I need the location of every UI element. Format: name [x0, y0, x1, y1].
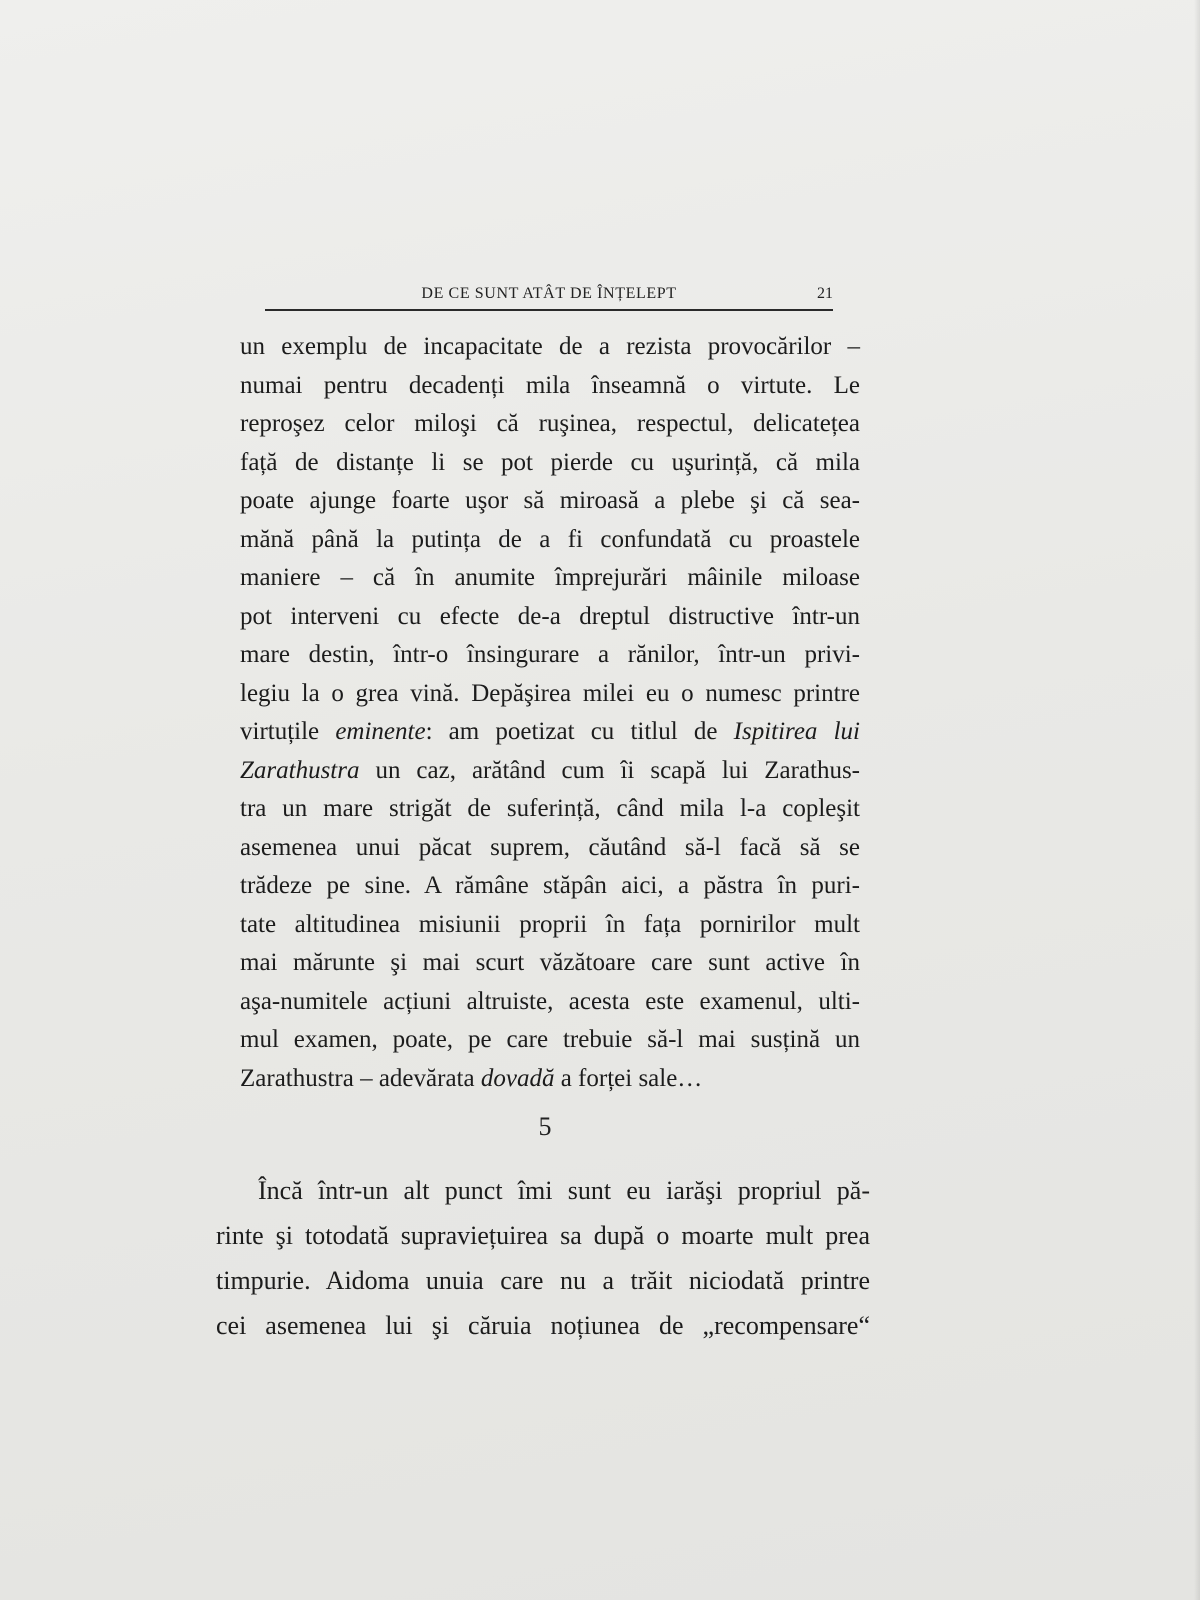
- text-line: [240, 867, 860, 906]
- paragraph-1: [240, 328, 860, 1098]
- text-line: [216, 1168, 870, 1213]
- text-segment: aşa-numitele acțiuni altruiste, acesta este examenul, ulti-: [240, 987, 860, 1015]
- text-line: [240, 636, 860, 675]
- text-segment: pot interveni cu efecte de-a dreptul distructive într-un: [240, 602, 860, 630]
- text-segment: virtuțile: [240, 718, 336, 745]
- text-segment: față de distanțe li se pot pierde cu uşurință, că mila: [240, 448, 860, 476]
- text-segment: mai mărunte şi mai scurt văzătoare care sunt active în: [240, 949, 860, 976]
- text-line: [216, 1213, 870, 1258]
- text-segment: Încă într-un alt punct îmi sunt eu iarăşi propriul pă-: [258, 1176, 870, 1205]
- text-segment: a forței sale…: [554, 1064, 703, 1092]
- text-segment: mul examen, poate, pe care trebuie să-l mai susțină un: [240, 1026, 860, 1053]
- text-line: [240, 328, 860, 367]
- text-line: [240, 944, 860, 983]
- text-line: [240, 444, 860, 483]
- text-segment: numai pentru decadenți mila înseamnă o virtute. Le: [240, 371, 860, 399]
- italic-text: eminente: [335, 718, 426, 745]
- text-line: [240, 521, 860, 560]
- text-segment: mănă până la putința de a fi confundată cu proastele: [240, 525, 860, 553]
- italic-text: Ispitirea lui: [733, 718, 860, 745]
- italic-text: Zarathustra: [240, 756, 360, 784]
- text-segment: tra un mare strigăt de suferință, când mila l-a copleşit: [240, 795, 860, 822]
- text-line: [240, 829, 860, 868]
- text-line: [240, 559, 860, 598]
- text-segment: un exemplu de incapacitate de a rezista provocărilor –: [240, 333, 860, 360]
- text-segment: asemenea unui păcat suprem, căutând să-l facă să se: [240, 833, 860, 861]
- text-line: [216, 1258, 870, 1303]
- text-line: [240, 1021, 860, 1060]
- text-line: [240, 790, 860, 829]
- text-line: [240, 367, 860, 406]
- text-line: [240, 482, 860, 521]
- text-segment: cei asemenea lui şi căruia noțiunea de „recompensare“: [216, 1311, 870, 1340]
- text-line: [240, 983, 860, 1022]
- text-segment: legiu la o grea vină. Depăşirea milei eu o numesc printre: [240, 679, 860, 707]
- text-line: [240, 405, 860, 444]
- text-segment: maniere – că în anumite împrejurări mâinile miloase: [240, 564, 860, 591]
- page-number: 21: [817, 285, 833, 302]
- text-line: [240, 713, 860, 752]
- text-segment: tate altitudinea misiunii proprii în fața pornirilor mult: [240, 910, 860, 938]
- text-line: [240, 906, 860, 945]
- text-line: [240, 752, 860, 791]
- text-line: [240, 675, 860, 714]
- text-line: [240, 598, 860, 637]
- text-segment: reproşez celor miloşi că ruşinea, respectul, delicatețea: [240, 410, 860, 437]
- text-segment: trădeze pe sine. A rămâne stăpân aici, a păstra în puri-: [240, 872, 860, 899]
- text-segment: rinte şi totodată supraviețuirea sa după o moarte mult prea: [216, 1221, 870, 1250]
- text-line: [240, 1060, 860, 1099]
- running-title: DE CE SUNT ATÂT DE ÎNȚELEPT: [421, 285, 677, 302]
- paragraph-2: [216, 1168, 870, 1348]
- section-number: 5: [538, 1112, 552, 1141]
- text-segment: : am poetizat cu titlul de: [425, 718, 734, 745]
- page-edge-shadow: [1194, 0, 1200, 1600]
- text-segment: mare destin, într-o însingurare a rănilor, într-un privi-: [240, 641, 860, 668]
- text-line: [216, 1303, 870, 1348]
- text-segment: timpurie. Aidoma unuia care nu a trăit niciodată printre: [216, 1266, 870, 1295]
- italic-text: dovadă: [480, 1064, 555, 1092]
- running-head: [265, 283, 833, 311]
- text-segment: poate ajunge foarte uşor să miroasă a plebe şi că sea-: [240, 487, 860, 514]
- text-segment: Zarathustra – adevărata: [240, 1064, 481, 1092]
- text-segment: un caz, arătând cum îi scapă lui Zarathus-: [359, 756, 860, 784]
